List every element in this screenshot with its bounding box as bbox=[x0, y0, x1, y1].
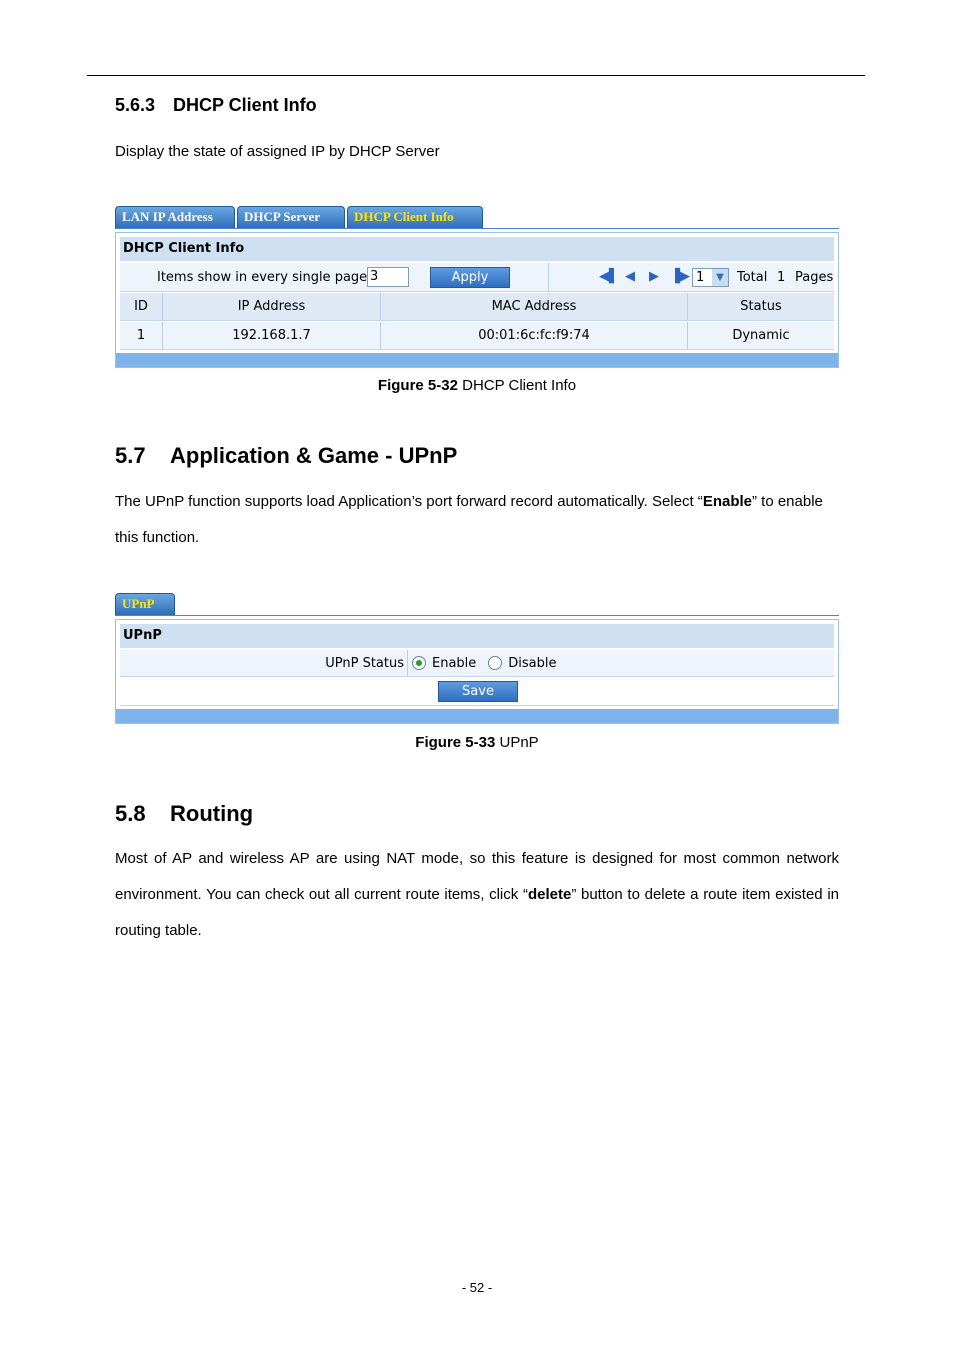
panel-title: UPnP bbox=[120, 624, 834, 648]
panel-title: DHCP Client Info bbox=[120, 237, 834, 261]
dhcp-tab-bar bbox=[115, 206, 485, 230]
upnp-status-options bbox=[412, 650, 557, 676]
column-header-id: ID bbox=[134, 299, 148, 314]
cell-mac-address: 00:01:6c:fc:f9:74 bbox=[478, 328, 590, 343]
table-header bbox=[120, 293, 834, 321]
chevron-down-icon: ▼ bbox=[712, 269, 728, 286]
routing-description: Most of AP and wireless AP are using NAT mode, so this feature is designed for most common network environment. You can check out all current route items, click “delete” button to delete a route item existed in routing table. bbox=[115, 850, 839, 939]
tab-upnp[interactable]: UPnP bbox=[115, 593, 175, 615]
upnp-status-row bbox=[120, 650, 834, 677]
apply-button[interactable]: Apply bbox=[430, 267, 510, 288]
header-rule bbox=[87, 75, 865, 76]
cell-status: Dynamic bbox=[732, 328, 790, 343]
tab-lan-ip-address[interactable]: LAN IP Address bbox=[115, 206, 235, 228]
disable-radio[interactable] bbox=[488, 656, 502, 670]
first-page-icon[interactable]: ◀▌ bbox=[599, 269, 619, 284]
section-heading-5-8: 5.8 Routing bbox=[115, 801, 254, 826]
column-header-mac: MAC Address bbox=[491, 299, 577, 314]
next-page-icon[interactable]: ▶ bbox=[649, 269, 659, 284]
save-button[interactable]: Save bbox=[438, 681, 518, 702]
section-heading-5-6-3: 5.6.3 DHCP Client Info bbox=[115, 95, 317, 115]
table-row bbox=[120, 322, 834, 350]
page-select[interactable] bbox=[692, 268, 729, 287]
last-page-icon[interactable]: ▐▶ bbox=[670, 269, 690, 284]
pagination-row bbox=[120, 263, 834, 292]
page-number: - 52 - bbox=[461, 1280, 493, 1295]
save-row bbox=[120, 678, 834, 706]
enable-label: Enable bbox=[432, 655, 477, 671]
section-heading-5-7: 5.7 Application & Game - UPnP bbox=[115, 443, 458, 468]
panel-bottom-bar bbox=[116, 353, 838, 367]
page-select-value: 1 bbox=[696, 270, 705, 285]
cell-ip-address: 192.168.1.7 bbox=[232, 328, 311, 343]
tab-underline bbox=[115, 228, 839, 229]
tab-dhcp-client-info[interactable]: DHCP Client Info bbox=[347, 206, 483, 228]
cell-id: 1 bbox=[136, 328, 146, 343]
upnp-status-label: UPnP Status bbox=[325, 655, 404, 671]
panel-bottom-bar bbox=[116, 709, 838, 723]
tab-dhcp-server[interactable]: DHCP Server bbox=[237, 206, 345, 228]
upnp-description: The UPnP function supports load Application’s port forward record automatically. Select “Enable” to enable this function. bbox=[115, 493, 823, 546]
figure-caption-5-33: Figure 5-33 UPnP bbox=[415, 734, 539, 751]
col-separator bbox=[407, 650, 408, 676]
total-pages-value: 1 bbox=[777, 269, 786, 285]
prev-page-icon[interactable]: ◀ bbox=[625, 269, 635, 284]
items-label: Items show in every single page bbox=[157, 269, 368, 285]
upnp-tab-bar bbox=[115, 593, 177, 617]
total-label: Total bbox=[737, 269, 768, 285]
row-separator bbox=[548, 263, 549, 291]
column-header-ip: IP Address bbox=[237, 299, 306, 314]
upnp-panel bbox=[115, 619, 839, 724]
tab-underline bbox=[115, 615, 839, 616]
pages-label: Pages bbox=[795, 269, 834, 285]
figure-caption-5-32: Figure 5-32 DHCP Client Info bbox=[377, 377, 577, 394]
disable-label: Disable bbox=[508, 655, 557, 671]
section-intro: Display the state of assigned IP by DHCP Server bbox=[115, 143, 440, 160]
column-header-status: Status bbox=[740, 299, 782, 314]
enable-radio[interactable] bbox=[412, 656, 426, 670]
items-per-page-input[interactable]: 3 bbox=[367, 267, 409, 287]
dhcp-client-info-panel bbox=[115, 232, 839, 368]
